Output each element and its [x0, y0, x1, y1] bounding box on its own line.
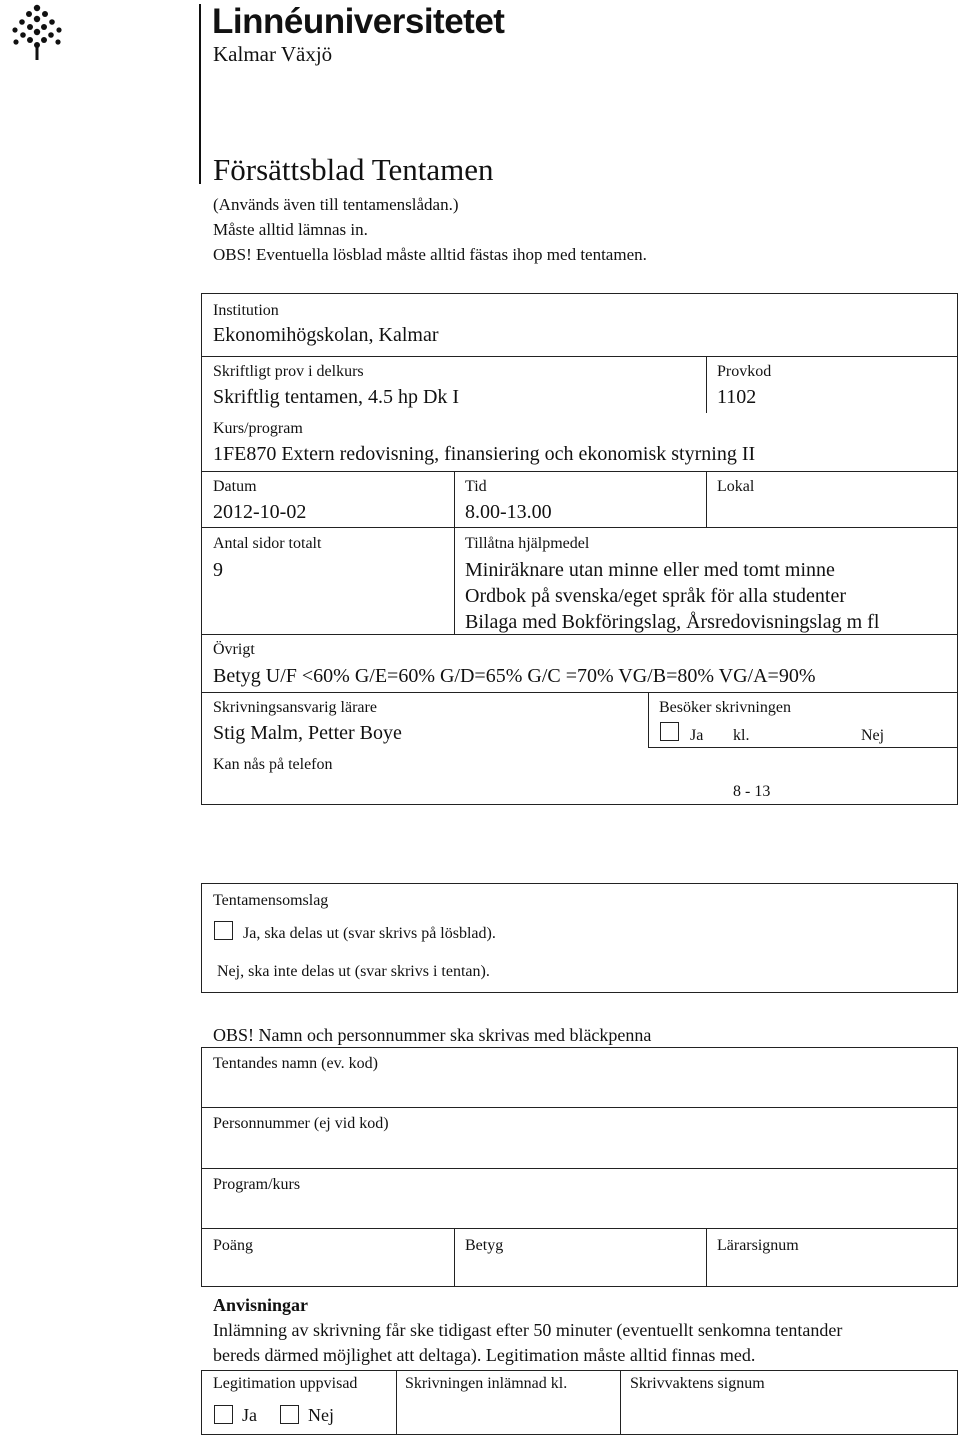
anvisningar-line-1: Inlämning av skrivning får ske tidigast efter 50 minuter (eventuellt senkomna tentander: [213, 1320, 843, 1340]
sidor-value: 9: [213, 559, 223, 581]
legitimation-nej-checkbox[interactable]: [280, 1405, 299, 1424]
lokal-label: Lokal: [717, 478, 755, 495]
logo-subtitle: Kalmar Växjö: [213, 42, 333, 66]
besoker-ja-checkbox[interactable]: [660, 722, 679, 741]
anvisningar-heading: Anvisningar: [213, 1295, 309, 1315]
omslag-ja-checkbox[interactable]: [214, 921, 233, 940]
provkod-label: Provkod: [717, 363, 772, 380]
skrivvakt-signum-field[interactable]: Skrivvaktens signum: [630, 1375, 765, 1392]
omslag-nej-label: Nej, ska inte delas ut (svar skrivs i tentan).: [217, 963, 490, 980]
program-field[interactable]: Program/kurs: [213, 1176, 301, 1193]
kurs-label: Kurs/program: [213, 420, 303, 437]
datum-label: Datum: [213, 478, 257, 495]
besoker-time: 8 - 13: [733, 783, 771, 800]
hjalpmedel-line-3: Bilaga med Bokföringslag, Årsredovisningslag m fl: [465, 611, 880, 633]
larsignum-field[interactable]: Lärarsignum: [717, 1237, 799, 1254]
delkurs-value: Skriftlig tentamen, 4.5 hp Dk I: [213, 386, 460, 408]
ovrigt-value: Betyg U/F <60% G/E=60% G/D=65% G/C =70% VG/B=80% VG/A=90%: [213, 665, 816, 687]
institution-label: Institution: [213, 302, 279, 319]
tid-value: 8.00-13.00: [465, 501, 552, 523]
personnummer-field[interactable]: Personnummer (ej vid kod): [213, 1115, 389, 1132]
legitimation-nej-label: Nej: [308, 1405, 334, 1425]
inlamnad-field[interactable]: Skrivningen inlämnad kl.: [405, 1375, 568, 1392]
omslag-label: Tentamensomslag: [213, 892, 329, 909]
logo-divider: [199, 4, 201, 184]
provkod-value: 1102: [717, 386, 757, 408]
hjalpmedel-line-2: Ordbok på svenska/eget språk för alla studenter: [465, 585, 846, 607]
intro-line-3: OBS! Eventuella lösblad måste alltid fästas ihop med tentamen.: [213, 245, 647, 264]
besoker-ja-label: Ja: [690, 727, 704, 744]
kurs-value: 1FE870 Extern redovisning, finansiering och ekonomisk styrning II: [213, 443, 756, 465]
delkurs-label: Skriftligt prov i delkurs: [213, 363, 364, 380]
page-title: Försättsblad Tentamen: [213, 152, 494, 187]
institution-value: Ekonomihögskolan, Kalmar: [213, 324, 439, 346]
besoker-nej-label: Nej: [861, 727, 885, 744]
hjalpmedel-label: Tillåtna hjälpmedel: [465, 535, 590, 552]
legitimation-ja-label: Ja: [242, 1405, 257, 1425]
larare-value: Stig Malm, Petter Boye: [213, 722, 402, 744]
hjalpmedel-line-1: Miniräknare utan minne eller med tomt minne: [465, 559, 835, 581]
legitimation-ja-checkbox[interactable]: [214, 1405, 233, 1424]
betyg-field[interactable]: Betyg: [465, 1237, 504, 1254]
legitimation-label: Legitimation uppvisad: [213, 1375, 358, 1392]
intro-line-2: Måste alltid lämnas in.: [213, 220, 368, 239]
student-box: [201, 1047, 958, 1287]
anvisningar-line-2: bereds därmed möjlighet att deltaga). Legitimation måste alltid finnas med.: [213, 1345, 756, 1365]
besoker-label: Besöker skrivningen: [659, 699, 791, 716]
obs-text: OBS! Namn och personnummer ska skrivas med bläckpenna: [213, 1025, 652, 1045]
datum-value: 2012-10-02: [213, 501, 307, 523]
logo-name: Linnéuniversitetet: [212, 2, 505, 41]
omslag-ja-label: Ja, ska delas ut (svar skrivs på lösblad).: [243, 925, 496, 942]
university-logo-icon: [2, 2, 72, 62]
tid-label: Tid: [465, 478, 487, 495]
besoker-kl-label: kl.: [733, 727, 750, 744]
poang-field[interactable]: Poäng: [213, 1237, 253, 1254]
sidor-label: Antal sidor totalt: [213, 535, 322, 552]
namn-field[interactable]: Tentandes namn (ev. kod): [213, 1055, 378, 1072]
intro-line-1: (Används även till tentamenslådan.): [213, 195, 459, 214]
telefon-label: Kan nås på telefon: [213, 756, 333, 773]
ovrigt-label: Övrigt: [213, 641, 255, 658]
larare-label: Skrivningsansvarig lärare: [213, 699, 377, 716]
